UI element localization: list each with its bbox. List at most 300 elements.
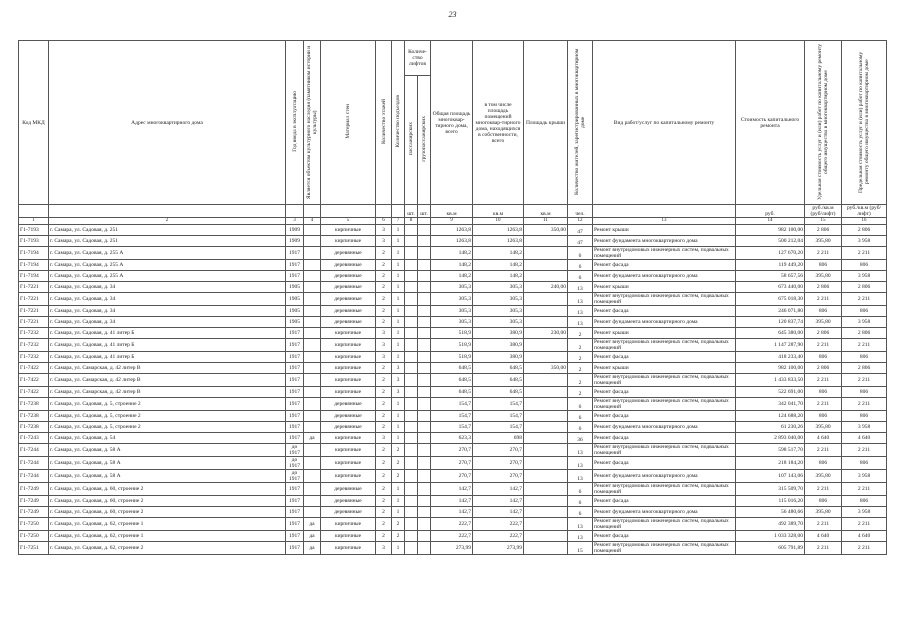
- max-cost-cell: 2 211: [842, 247, 887, 260]
- max-cost-cell: 2 806: [842, 328, 887, 339]
- lifts-passenger-cell: [405, 422, 418, 433]
- year-cell: 1917: [286, 260, 304, 271]
- cost-cell: 115 016,20: [736, 496, 805, 507]
- wall-material-cell: кирпичные: [321, 470, 376, 483]
- residents-cell: 2: [568, 374, 593, 387]
- total-area-cell: 648,5: [431, 374, 473, 387]
- header-cost: Стоимость капитального ремонта: [736, 41, 805, 205]
- heritage-cell: [304, 507, 321, 518]
- column-number: 13: [593, 218, 736, 225]
- work-type-cell: Ремонт внутридомовых инженерных систем, подвальных помещений: [593, 374, 736, 387]
- premises-area-cell: 305,3: [473, 293, 524, 306]
- cost-cell: 2 893 040,00: [736, 433, 805, 444]
- total-area-cell: 518,9: [431, 339, 473, 352]
- roof-area-cell: [524, 433, 568, 444]
- total-area-cell: 154,7: [431, 398, 473, 411]
- wall-material-cell: деревянные: [321, 483, 376, 496]
- roof-area-cell: [524, 457, 568, 470]
- premises-area-cell: 142,7: [473, 483, 524, 496]
- header-work-type: Вид работ/услуг по капитальному ремонту: [593, 41, 736, 205]
- max-cost-cell: 2 806: [842, 282, 887, 293]
- unit-cost-cell: 806: [805, 260, 842, 271]
- entrances-cell: 2: [392, 470, 405, 483]
- header-floors: Количество этажей: [376, 41, 392, 205]
- address-cell: г. Самара, ул. Садовая, д. 41 литер Б: [49, 352, 286, 363]
- year-cell: 1917: [286, 398, 304, 411]
- roof-area-cell: 240,00: [524, 282, 568, 293]
- max-cost-cell: 806: [842, 306, 887, 317]
- code-cell: Г1-7422: [19, 374, 49, 387]
- unit-cost-cell: 4 640: [805, 531, 842, 542]
- entrances-cell: 1: [392, 282, 405, 293]
- lifts-passenger-cell: [405, 483, 418, 496]
- work-type-cell: Ремонт внутридомовых инженерных систем, подвальных помещений: [593, 398, 736, 411]
- address-cell: г. Самара, ул. Самарская, д. 42 литер В: [49, 387, 286, 398]
- lifts-passenger-cell: [405, 282, 418, 293]
- entrances-cell: 1: [392, 411, 405, 422]
- heritage-cell: [304, 470, 321, 483]
- lifts-cargo-cell: [418, 306, 431, 317]
- residents-cell: 6: [568, 398, 593, 411]
- year-cell: 1917: [286, 507, 304, 518]
- residents-cell: 6: [568, 260, 593, 271]
- lifts-passenger-cell: [405, 260, 418, 271]
- total-area-cell: 270,7: [431, 470, 473, 483]
- lifts-passenger-cell: [405, 363, 418, 374]
- floors-cell: 2: [376, 363, 392, 374]
- year-cell: 1917: [286, 328, 304, 339]
- unit-label: чел.: [568, 205, 593, 218]
- address-cell: г. Самара, ул. Садовая, д. 60, строение 2: [49, 483, 286, 496]
- heritage-cell: да: [304, 542, 321, 555]
- cost-cell: 119 449,20: [736, 260, 805, 271]
- repair-register-table: [18, 40, 887, 555]
- wall-material-cell: деревянные: [321, 398, 376, 411]
- code-cell: Г1-7249: [19, 507, 49, 518]
- floors-cell: 3: [376, 339, 392, 352]
- unit-cost-cell: 395,80: [805, 317, 842, 328]
- entrances-cell: 1: [392, 306, 405, 317]
- code-cell: Г1-7232: [19, 328, 49, 339]
- residents-cell: 2: [568, 328, 593, 339]
- column-number: 3: [286, 218, 304, 225]
- year-cell: 1917: [286, 363, 304, 374]
- unit-cost-cell: 806: [805, 306, 842, 317]
- cost-cell: 500 212,04: [736, 236, 805, 247]
- header-code: Код МКД: [19, 41, 49, 205]
- premises-area-cell: 1263,8: [473, 225, 524, 236]
- max-cost-cell: 2 806: [842, 225, 887, 236]
- entrances-cell: 1: [392, 352, 405, 363]
- heritage-cell: [304, 411, 321, 422]
- address-cell: г. Самара, ул. Садовая, д. 5, строение 2: [49, 398, 286, 411]
- address-cell: г. Самара, ул. Садовая, д. 60, строение 2: [49, 507, 286, 518]
- unit-cost-cell: 2 806: [805, 328, 842, 339]
- max-cost-cell: 2 211: [842, 518, 887, 531]
- work-type-cell: Ремонт фундамента многоквартирного дома: [593, 470, 736, 483]
- lifts-cargo-cell: [418, 293, 431, 306]
- entrances-cell: 1: [392, 247, 405, 260]
- cost-cell: 120 837,74: [736, 317, 805, 328]
- floors-cell: 2: [376, 422, 392, 433]
- total-area-cell: 648,5: [431, 363, 473, 374]
- cost-cell: 1 147 287,90: [736, 339, 805, 352]
- cost-cell: 982 100,00: [736, 363, 805, 374]
- premises-area-cell: 648,5: [473, 374, 524, 387]
- max-cost-cell: 806: [842, 352, 887, 363]
- header-heritage: Является объектом культурного наследия (памятником истории и культуры): [304, 41, 321, 205]
- entrances-cell: 2: [392, 518, 405, 531]
- entrances-cell: 2: [392, 457, 405, 470]
- header-wall-material: Материал стен: [321, 41, 376, 205]
- premises-area-cell: 305,3: [473, 282, 524, 293]
- year-cell: до 1917: [286, 470, 304, 483]
- address-cell: г. Самара, ул. Садовая, д. 255 А: [49, 260, 286, 271]
- work-type-cell: Ремонт фасада: [593, 457, 736, 470]
- lifts-cargo-cell: [418, 260, 431, 271]
- page-number: 23: [448, 10, 457, 19]
- unit-cost-cell: 2 806: [805, 225, 842, 236]
- residents-cell: 6: [568, 483, 593, 496]
- max-cost-cell: 2 211: [842, 542, 887, 555]
- cost-cell: 598 517,70: [736, 444, 805, 457]
- total-area-cell: 305,3: [431, 317, 473, 328]
- max-cost-cell: 3 958: [842, 507, 887, 518]
- max-cost-cell: 2 211: [842, 483, 887, 496]
- lifts-passenger-cell: [405, 339, 418, 352]
- entrances-cell: 3: [392, 387, 405, 398]
- heritage-cell: [304, 339, 321, 352]
- cost-cell: 58 657,56: [736, 271, 805, 282]
- max-cost-cell: 806: [842, 387, 887, 398]
- code-cell: Г1-7221: [19, 306, 49, 317]
- lifts-passenger-cell: [405, 444, 418, 457]
- code-cell: Г1-7221: [19, 317, 49, 328]
- lifts-cargo-cell: [418, 470, 431, 483]
- unit-cost-cell: 806: [805, 496, 842, 507]
- residents-cell: 13: [568, 306, 593, 317]
- year-cell: 1905: [286, 306, 304, 317]
- premises-area-cell: 142,7: [473, 496, 524, 507]
- code-cell: Г1-7244: [19, 457, 49, 470]
- year-cell: 1917: [286, 542, 304, 555]
- floors-cell: 2: [376, 531, 392, 542]
- work-type-cell: Ремонт фундамента многоквартирного дома: [593, 271, 736, 282]
- table-row: [19, 542, 887, 555]
- roof-area-cell: 350,00: [524, 225, 568, 236]
- unit-label: кв.м: [473, 205, 524, 218]
- address-cell: г. Самара, ул. Садовая, д. 58 А: [49, 470, 286, 483]
- code-cell: Г1-7232: [19, 352, 49, 363]
- roof-area-cell: [524, 374, 568, 387]
- heritage-cell: [304, 444, 321, 457]
- roof-area-cell: [524, 422, 568, 433]
- total-area-cell: 148,2: [431, 271, 473, 282]
- max-cost-cell: 3 958: [842, 271, 887, 282]
- year-cell: до 1917: [286, 457, 304, 470]
- residents-cell: 2: [568, 363, 593, 374]
- premises-area-cell: 154,7: [473, 422, 524, 433]
- premises-area-cell: 148,2: [473, 260, 524, 271]
- residents-cell: 6: [568, 507, 593, 518]
- address-cell: г. Самара, ул. Садовая, д. 5, строение 2: [49, 422, 286, 433]
- code-cell: Г1-7249: [19, 483, 49, 496]
- year-cell: 1909: [286, 225, 304, 236]
- year-cell: 1909: [286, 236, 304, 247]
- address-cell: г. Самара, ул. Садовая, д. 34: [49, 306, 286, 317]
- lifts-passenger-cell: [405, 271, 418, 282]
- floors-cell: 3: [376, 542, 392, 555]
- address-cell: г. Самара, ул. Садовая, д. 62, строение 1: [49, 518, 286, 531]
- cost-cell: 492 389,70: [736, 518, 805, 531]
- total-area-cell: 648,5: [431, 387, 473, 398]
- heritage-cell: [304, 398, 321, 411]
- lifts-cargo-cell: [418, 328, 431, 339]
- roof-area-cell: [524, 236, 568, 247]
- premises-area-cell: 154,7: [473, 411, 524, 422]
- work-type-cell: Ремонт фасада: [593, 306, 736, 317]
- table-body: [19, 225, 887, 555]
- total-area-cell: 1263,8: [431, 225, 473, 236]
- residents-cell: 36: [568, 433, 593, 444]
- lifts-passenger-cell: [405, 225, 418, 236]
- lifts-cargo-cell: [418, 247, 431, 260]
- entrances-cell: 1: [392, 317, 405, 328]
- lifts-passenger-cell: [405, 306, 418, 317]
- lifts-passenger-cell: [405, 531, 418, 542]
- address-cell: г. Самара, ул. Садовая, д. 41 литер Б: [49, 328, 286, 339]
- unit-cost-cell: 806: [805, 457, 842, 470]
- roof-area-cell: [524, 496, 568, 507]
- total-area-cell: 305,3: [431, 306, 473, 317]
- roof-area-cell: [524, 387, 568, 398]
- roof-area-cell: [524, 470, 568, 483]
- wall-material-cell: деревянные: [321, 282, 376, 293]
- lifts-cargo-cell: [418, 444, 431, 457]
- residents-cell: 13: [568, 444, 593, 457]
- premises-area-cell: 698: [473, 433, 524, 444]
- work-type-cell: Ремонт внутридомовых инженерных систем, подвальных помещений: [593, 247, 736, 260]
- roof-area-cell: [524, 317, 568, 328]
- work-type-cell: Ремонт фасада: [593, 496, 736, 507]
- unit-cost-cell: 806: [805, 411, 842, 422]
- heritage-cell: [304, 260, 321, 271]
- year-cell: 1917: [286, 433, 304, 444]
- code-cell: Г1-7250: [19, 531, 49, 542]
- heritage-cell: [304, 225, 321, 236]
- roof-area-cell: [524, 444, 568, 457]
- premises-area-cell: 270,7: [473, 444, 524, 457]
- roof-area-cell: [524, 483, 568, 496]
- heritage-cell: [304, 387, 321, 398]
- work-type-cell: Ремонт внутридомовых инженерных систем, подвальных помещений: [593, 339, 736, 352]
- table-row: [19, 271, 887, 282]
- table-row: [19, 470, 887, 483]
- premises-area-cell: 270,7: [473, 457, 524, 470]
- wall-material-cell: деревянные: [321, 293, 376, 306]
- cost-cell: 1 433 833,50: [736, 374, 805, 387]
- header-lifts: Количе-ство лифтов: [405, 41, 431, 76]
- year-cell: 1917: [286, 531, 304, 542]
- cost-cell: 61 230,26: [736, 422, 805, 433]
- entrances-cell: 1: [392, 293, 405, 306]
- floors-cell: 2: [376, 457, 392, 470]
- header-max-cost: Предельная стоимость услуг и (или) работ по капитальному ремонту общего имущества в многоквартирном доме: [842, 41, 887, 205]
- table-row: [19, 339, 887, 352]
- entrances-cell: 1: [392, 422, 405, 433]
- lifts-cargo-cell: [418, 271, 431, 282]
- roof-area-cell: 230,00: [524, 328, 568, 339]
- column-number: 5: [321, 218, 376, 225]
- premises-area-cell: 1263,8: [473, 236, 524, 247]
- table-row: [19, 398, 887, 411]
- wall-material-cell: деревянные: [321, 317, 376, 328]
- work-type-cell: Ремонт фасада: [593, 352, 736, 363]
- floors-cell: 2: [376, 470, 392, 483]
- residents-cell: 2: [568, 387, 593, 398]
- address-cell: г. Самара, ул. Садовая, д. 255 А: [49, 247, 286, 260]
- floors-cell: 2: [376, 398, 392, 411]
- cost-cell: 982 100,00: [736, 225, 805, 236]
- header-lifts-passenger: пассажирских: [405, 76, 418, 205]
- total-area-cell: 270,7: [431, 457, 473, 470]
- residents-cell: 13: [568, 317, 593, 328]
- max-cost-cell: 2 211: [842, 398, 887, 411]
- table-row: [19, 247, 887, 260]
- premises-area-cell: 222,7: [473, 518, 524, 531]
- code-cell: Г1-7422: [19, 387, 49, 398]
- total-area-cell: 142,7: [431, 483, 473, 496]
- wall-material-cell: деревянные: [321, 260, 376, 271]
- column-number: 11: [524, 218, 568, 225]
- lifts-cargo-cell: [418, 422, 431, 433]
- year-cell: 1917: [286, 387, 304, 398]
- premises-area-cell: 148,2: [473, 247, 524, 260]
- lifts-cargo-cell: [418, 542, 431, 555]
- wall-material-cell: кирпичные: [321, 433, 376, 444]
- unit-cost-cell: 4 640: [805, 433, 842, 444]
- floors-cell: 2: [376, 387, 392, 398]
- heritage-cell: [304, 374, 321, 387]
- address-cell: г. Самара, ул. Садовая, д. 41 литер Б: [49, 339, 286, 352]
- unit-label: шт.: [405, 205, 418, 218]
- table-row: [19, 507, 887, 518]
- wall-material-cell: деревянные: [321, 507, 376, 518]
- address-cell: г. Самара, ул. Самарская, д. 42 литер В: [49, 363, 286, 374]
- year-cell: 1917: [286, 411, 304, 422]
- residents-cell: 13: [568, 470, 593, 483]
- heritage-cell: [304, 306, 321, 317]
- total-area-cell: 142,7: [431, 496, 473, 507]
- cost-cell: 675 018,30: [736, 293, 805, 306]
- roof-area-cell: [524, 293, 568, 306]
- premises-area-cell: 305,3: [473, 306, 524, 317]
- roof-area-cell: [524, 398, 568, 411]
- lifts-passenger-cell: [405, 507, 418, 518]
- max-cost-cell: 806: [842, 411, 887, 422]
- header-residents: Количество жителей, зарегистрированных в многоквартирном доме: [568, 41, 593, 205]
- entrances-cell: 1: [392, 339, 405, 352]
- code-cell: Г1-7193: [19, 225, 49, 236]
- header-premises-area: в том числе площадь помещений многоквар-тирного дома, находящихся в собственности, всего: [473, 41, 524, 205]
- total-area-cell: 623,3: [431, 433, 473, 444]
- floors-cell: 2: [376, 260, 392, 271]
- total-area-cell: 518,9: [431, 328, 473, 339]
- heritage-cell: [304, 483, 321, 496]
- heritage-cell: [304, 457, 321, 470]
- code-cell: Г1-7244: [19, 470, 49, 483]
- total-area-cell: 1263,8: [431, 236, 473, 247]
- year-cell: 1917: [286, 496, 304, 507]
- residents-cell: 47: [568, 225, 593, 236]
- floors-cell: 2: [376, 496, 392, 507]
- max-cost-cell: 3 958: [842, 317, 887, 328]
- residents-cell: 13: [568, 531, 593, 542]
- lifts-passenger-cell: [405, 542, 418, 555]
- table-row: [19, 422, 887, 433]
- cost-cell: 127 670,20: [736, 247, 805, 260]
- lifts-cargo-cell: [418, 518, 431, 531]
- year-cell: до 1917: [286, 444, 304, 457]
- column-number: 9: [431, 218, 473, 225]
- premises-area-cell: 148,2: [473, 271, 524, 282]
- table-row: [19, 531, 887, 542]
- cost-cell: 1 033 328,00: [736, 531, 805, 542]
- premises-area-cell: 222,7: [473, 531, 524, 542]
- roof-area-cell: [524, 247, 568, 260]
- code-cell: Г1-7244: [19, 444, 49, 457]
- lifts-passenger-cell: [405, 496, 418, 507]
- cost-cell: 107 143,06: [736, 470, 805, 483]
- premises-area-cell: 380,9: [473, 352, 524, 363]
- address-cell: г. Самара, ул. Садовая, д. 54: [49, 433, 286, 444]
- work-type-cell: Ремонт крыши: [593, 282, 736, 293]
- cost-cell: 124 688,20: [736, 411, 805, 422]
- work-type-cell: Ремонт внутридомовых инженерных систем, подвальных помещений: [593, 518, 736, 531]
- total-area-cell: 154,7: [431, 411, 473, 422]
- table-row: [19, 236, 887, 247]
- lifts-passenger-cell: [405, 236, 418, 247]
- table-row: [19, 374, 887, 387]
- heritage-cell: [304, 247, 321, 260]
- cost-cell: 522 691,00: [736, 387, 805, 398]
- lifts-cargo-cell: [418, 352, 431, 363]
- work-type-cell: Ремонт внутридомовых инженерных систем, подвальных помещений: [593, 542, 736, 555]
- table-row: [19, 352, 887, 363]
- floors-cell: 2: [376, 507, 392, 518]
- header-lifts-cargo: грузопассажирских: [418, 76, 431, 205]
- address-cell: г. Самара, ул. Садовая, д. 251: [49, 236, 286, 247]
- max-cost-cell: 2 211: [842, 444, 887, 457]
- max-cost-cell: 806: [842, 457, 887, 470]
- heritage-cell: [304, 328, 321, 339]
- cost-cell: 645 380,00: [736, 328, 805, 339]
- lifts-passenger-cell: [405, 387, 418, 398]
- address-cell: г. Самара, ул. Садовая, д. 58 А: [49, 457, 286, 470]
- wall-material-cell: кирпичные: [321, 518, 376, 531]
- address-cell: г. Самара, ул. Садовая, д. 58 А: [49, 444, 286, 457]
- lifts-cargo-cell: [418, 531, 431, 542]
- total-area-cell: 142,7: [431, 507, 473, 518]
- wall-material-cell: деревянные: [321, 306, 376, 317]
- entrances-cell: 1: [392, 483, 405, 496]
- total-area-cell: 270,7: [431, 444, 473, 457]
- lifts-passenger-cell: [405, 518, 418, 531]
- wall-material-cell: кирпичные: [321, 531, 376, 542]
- code-cell: Г1-7250: [19, 518, 49, 531]
- entrances-cell: 1: [392, 260, 405, 271]
- max-cost-cell: 3 958: [842, 236, 887, 247]
